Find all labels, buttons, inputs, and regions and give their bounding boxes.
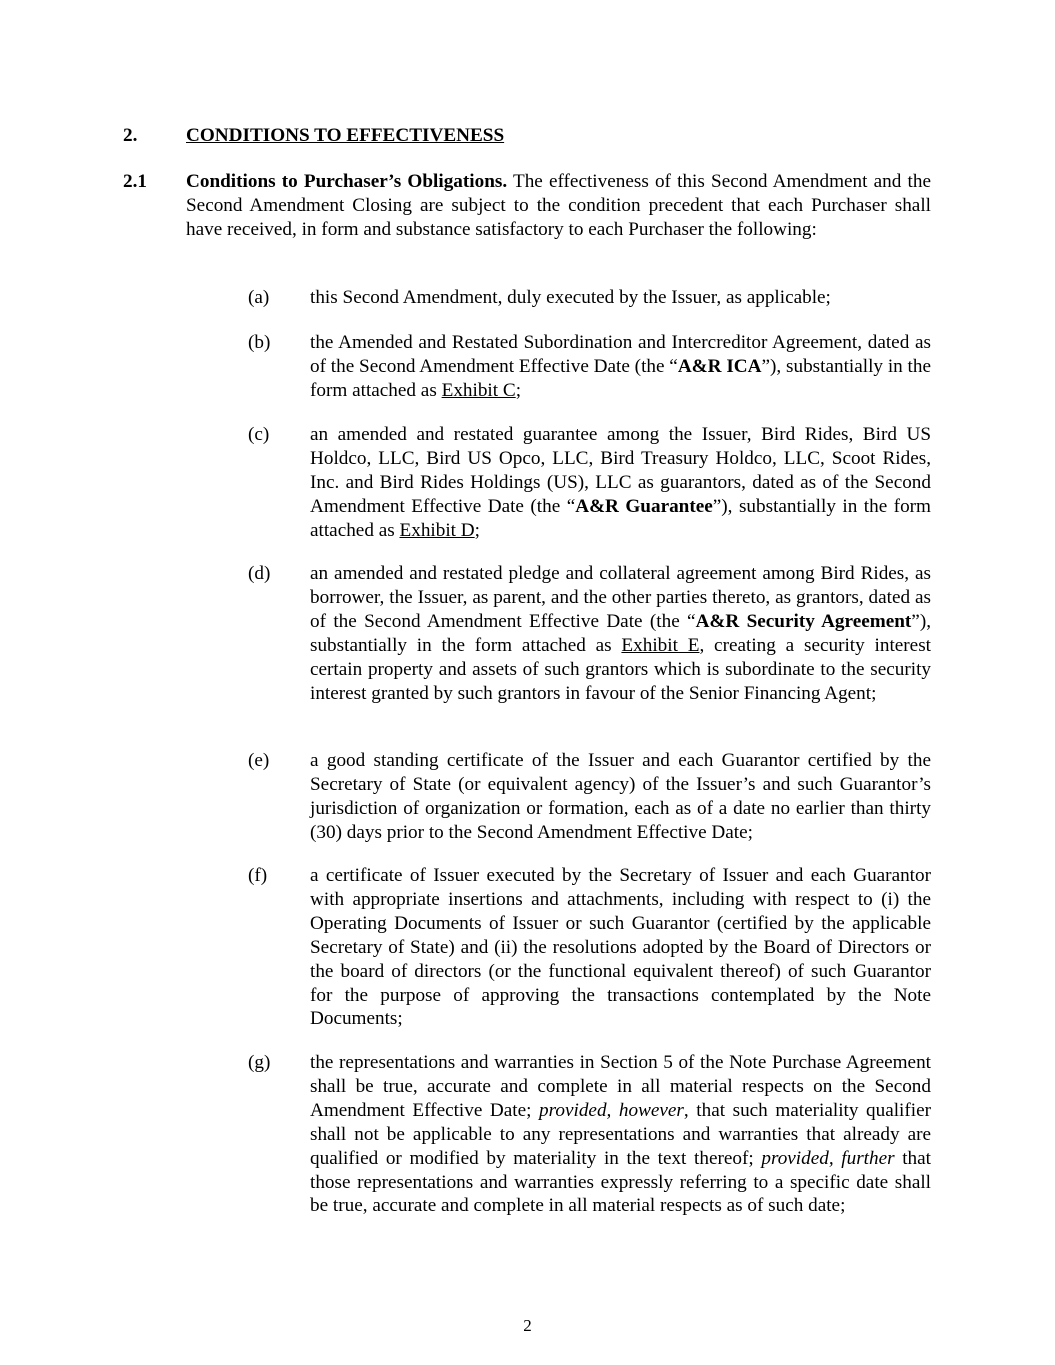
proviso-term: provided, further <box>761 1147 895 1169</box>
defined-term: A&R ICA <box>677 355 762 377</box>
section-number: 2. <box>123 125 138 146</box>
exhibit-reference: Exhibit C <box>441 379 516 401</box>
exhibit-reference: Exhibit D <box>399 519 475 541</box>
item-text: this Second Amendment, duly executed by the Issuer, as applicable; <box>310 287 831 308</box>
section-title: CONDITIONS TO EFFECTIVENESS <box>186 125 505 146</box>
subsection-heading: Conditions to Purchaser’s Obligations. <box>186 171 508 192</box>
item-text-part: ”), substantially in the form attached as <box>310 610 931 656</box>
item-label: (d) <box>248 563 271 584</box>
subsection-text: The effectiveness of this Second Amendment and the Second Amendment Closing are subject to the condition precedent that each Purchaser shall have received, in form and substance satisfactory to each Purchaser the following: <box>186 171 931 240</box>
item-text-part: ”), substantially in the form attached as <box>310 355 931 401</box>
item-text-part: the Amended and Restated Subordination and Intercreditor Agreement, dated as of the Second Amendment Effective Date (the “ <box>310 332 931 377</box>
item-text-part: that those representations and warranties expressly referring to a specific date shall be true, accurate and complete in all material respects as of such date; <box>310 1147 931 1217</box>
item-text-part: an amended and restated pledge and collateral agreement among Bird Rides, as borrower, the Issuer, as parent, and the other parties thereto, as grantors, dated as of the Second Amendment Effective Date (the “ <box>310 563 931 632</box>
item-label: (a) <box>248 287 270 308</box>
item-text-part: ”), substantially in the form attached as <box>310 495 931 541</box>
defined-term: A&R Guarantee <box>575 495 713 517</box>
subsection-number: 2.1 <box>123 171 147 192</box>
item-text <box>310 1051 931 1218</box>
item-label: (e) <box>248 750 270 771</box>
item-label: (g) <box>248 1052 271 1073</box>
subsection-body <box>186 170 931 242</box>
item-text-part: , creating a security interest certain property and assets of such grantors which is subordinate to the security interest granted by such grantors in favour of the Senior Financing Agent; <box>310 634 932 704</box>
item-label: (b) <box>248 332 271 353</box>
item-text: a good standing certificate of the Issuer and each Guarantor certified by the Secretary of State (or equivalent agency) of the Issuer’s and such Guarantor’s jurisdiction of organization or formation, each as of a date no earlier than thirty (30) days prior to the Second Amendment Effective Date; <box>310 750 931 843</box>
exhibit-reference: Exhibit E <box>621 634 700 656</box>
item-text <box>310 562 931 705</box>
item-text-part: an amended and restated guarantee among the Issuer, Bird Rides, Bird US Holdco, LLC, Bird US Opco, LLC, Bird Treasury Holdco, LLC, Scoot Rides, Inc. and Bird Rides Holdings (US), LLC as guarantors, dated as of the Second Amendment Effective Date (the “ <box>310 424 931 517</box>
page-number: 2 <box>523 1316 532 1335</box>
proviso-term: provided, however <box>539 1099 684 1121</box>
item-text: a certificate of Issuer executed by the Secretary of Issuer and each Guarantor with appropriate insertions and attachments, including with respect to (i) the Operating Documents of Issuer or such Guarantor (certified by the applicable Secretary of State) and (ii) the resolutions adopted by the Board of Directors or the board of directors (or the functional equivalent thereof) of such Guarantor for the purpose of approving the transactions contemplated by the Note Documents; <box>310 865 931 1030</box>
item-text-part: the representations and warranties in Section 5 of the Note Purchase Agreement shall be true, accurate and complete in all material respects on the Second Amendment Effective Date; <box>310 1052 931 1121</box>
defined-term: A&R Security Agreement <box>695 610 912 632</box>
item-text-part: , that such materiality qualifier shall not be applicable to any representations and warranties that already are qualified or modified by materiality in the text thereof; <box>310 1099 931 1169</box>
item-text <box>310 423 931 543</box>
item-text-part: ; <box>474 519 480 541</box>
item-label: (c) <box>248 424 270 445</box>
item-text <box>310 331 931 403</box>
item-label: (f) <box>248 865 268 886</box>
item-text-part: ; <box>515 379 522 401</box>
